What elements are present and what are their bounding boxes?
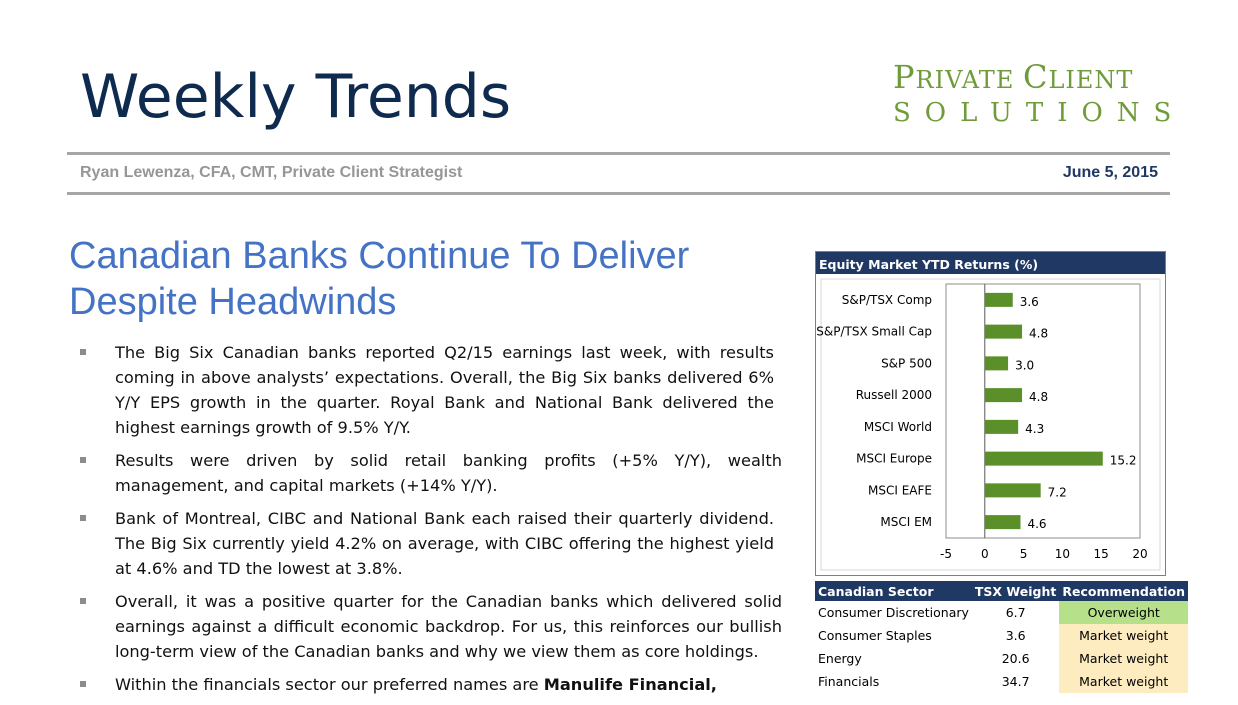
bullet-marker-icon [80,349,86,355]
category-label: S&P/TSX Small Cap [816,324,932,339]
bullet-item [80,340,774,440]
cell-weight: 34.7 [1001,674,1030,689]
table-row [815,647,1188,670]
category-label: Russell 2000 [855,388,932,403]
bullet-item [80,448,782,498]
x-tick-label: 10 [1054,547,1071,561]
data-label: 15.2 [1109,453,1137,468]
data-label: 7.2 [1047,485,1067,500]
bullet-marker-icon [80,457,86,463]
brand-cap-c: C [1022,58,1049,96]
cell-recommendation: Overweight [1059,601,1188,624]
col-header-sector: Canadian Sector [815,581,972,601]
table-row [815,601,1188,624]
header-rule-top [67,152,1170,155]
cell-sector: Energy [818,651,862,666]
bullet-marker-icon [80,598,86,604]
bullet-marker-icon [80,681,86,687]
data-label: 4.6 [1027,517,1047,532]
col-header-recommendation: Recommendation [1059,581,1188,601]
chart-canvas [816,274,1165,575]
category-label: S&P/TSX Comp [841,292,932,307]
bullet-item [80,589,782,664]
bullet-text: The Big Six Canadian banks reported Q2/15 earnings last week, with results coming in above analysts’ expectations. Overall, the Big Six banks delivered 6% Y/Y EPS growth in the quarter. Royal Bank and National Bank delivered the highest earnings growth of 9.5% Y/Y. [115,343,774,437]
bar [985,515,1021,529]
category-label: MSCI World [863,419,932,434]
cell-recommendation: Market weight [1059,624,1188,647]
data-label: 4.8 [1029,390,1049,405]
bar [985,388,1022,402]
data-label: 3.0 [1015,358,1035,373]
brand-rest-rivate: RIVATE [915,66,1023,94]
bar [985,325,1022,339]
page-title: Weekly Trends [80,62,512,132]
cell-sector: Consumer Staples [818,628,932,643]
brand-rest-lient: LIENT [1048,66,1134,94]
data-label: 3.6 [1019,294,1039,309]
chart-title: Equity Market YTD Returns (%) [816,252,1165,274]
cell-weight: 6.7 [1005,605,1026,620]
plot-area [946,284,1140,538]
x-tick-label: 15 [1093,547,1109,561]
author-byline: Ryan Lewenza, CFA, CMT, Private Client Strategist [80,164,463,181]
cell-weight: 3.6 [1005,628,1026,643]
sector-table [815,581,1188,693]
x-tick-label: 20 [1132,547,1148,561]
col-header-weight: TSX Weight [972,581,1059,601]
bar [985,356,1008,370]
bullet-item [80,506,774,581]
brand-cap-p: P [893,58,916,96]
data-label: 4.8 [1029,326,1049,341]
table-row [815,624,1188,647]
cell-recommendation: Market weight [1059,670,1188,693]
brand-logo-line1 [893,58,1133,96]
equity-returns-chart [815,251,1166,576]
bullet-bold-text: Manulife Financial, [543,675,717,694]
publication-date: June 5, 2015 [1062,164,1158,181]
data-label: 4.3 [1025,421,1045,436]
bullet-marker-icon [80,515,86,521]
cell-weight: 20.6 [1001,651,1030,666]
bar [985,420,1018,434]
brand-logo-line2: SOLUTIONS [893,98,1186,128]
cell-sector: Consumer Discretionary [818,605,969,620]
bullet-text: Within the financials sector our preferred names are [115,675,544,694]
x-tick-label: 5 [1019,547,1028,561]
cell-sector: Financials [818,674,880,689]
category-label: S&P 500 [881,356,932,371]
x-tick-label: -5 [940,547,952,561]
cell-recommendation: Market weight [1059,647,1188,670]
category-label: MSCI EM [880,515,932,530]
bullet-text: Overall, it was a positive quarter for the Canadian banks which delivered solid earnings against a difficult economic backdrop. For us, this reinforces our bullish long-term view of the Canadian banks and why we view them as core holdings. [115,592,782,661]
bullet-item [80,672,782,697]
bar [985,293,1013,307]
article-bullet-list [80,340,782,705]
category-label: MSCI Europe [856,451,932,466]
article-headline: Canadian Banks Continue To Deliver Despite Headwinds [69,235,690,323]
bullet-text: Results were driven by solid retail banking profits (+5% Y/Y), wealth management, and capital markets (+14% Y/Y). [115,451,782,495]
table-header-row [815,581,1188,601]
bullet-text: Bank of Montreal, CIBC and National Bank each raised their quarterly dividend. The Big Six currently yield 4.2% on average, with CIBC offering the highest yield at 4.6% and TD the lowest at 3.8%. [115,509,774,578]
header-rule-bottom [67,192,1170,195]
category-label: MSCI EAFE [868,483,932,498]
bar [985,483,1041,497]
bar [985,452,1103,466]
x-tick-label: 0 [980,547,989,561]
